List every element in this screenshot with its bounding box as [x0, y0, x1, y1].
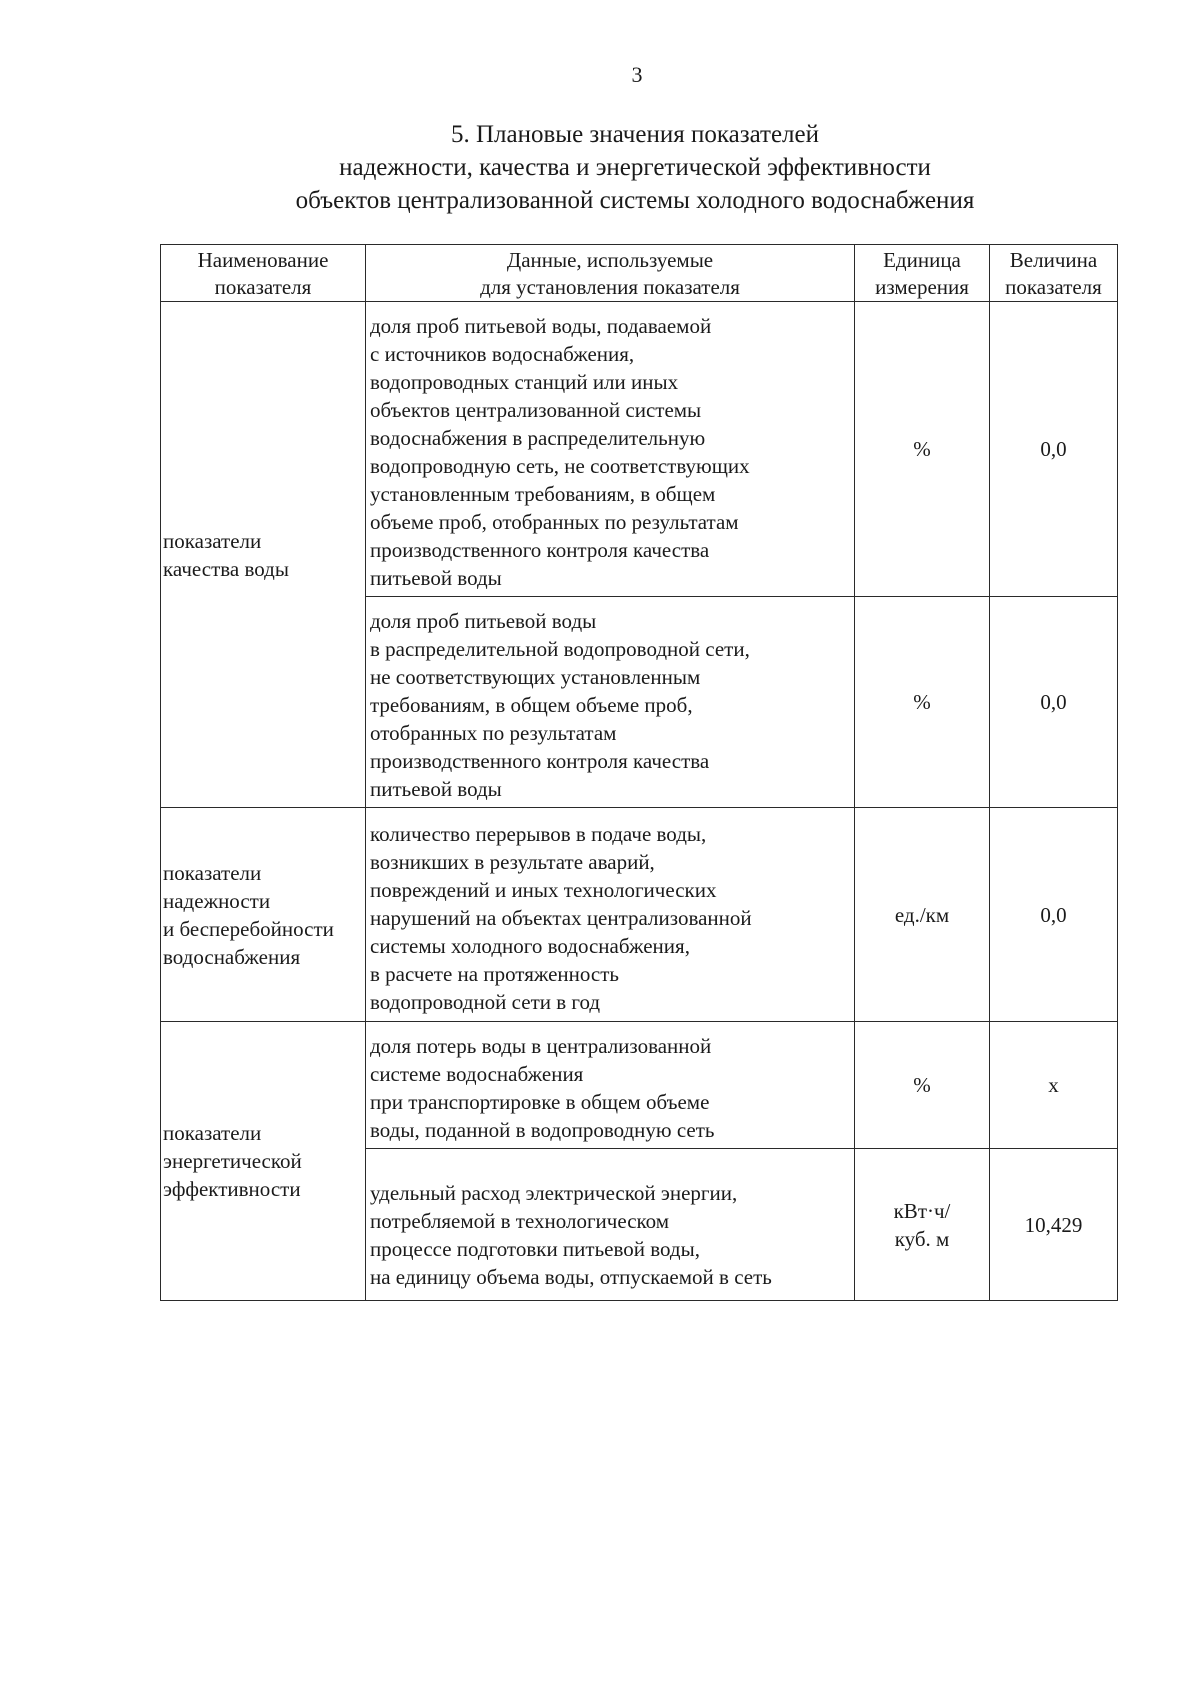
group-name-line: качества воды	[163, 556, 289, 581]
header-text: Данные, используемые	[506, 248, 714, 272]
data-line: процессе подготовки питьевой воды,	[370, 1236, 700, 1261]
table-header-row	[161, 245, 1118, 302]
row-unit	[855, 597, 990, 808]
data-line: в распределительной водопроводной сети,	[370, 637, 750, 661]
title-line-1: 5. Плановые значения показателей	[450, 121, 820, 148]
data-line: количество перерывов в подаче воды,	[370, 821, 707, 846]
group-name-line: показатели	[163, 528, 262, 553]
header-text: измерения	[875, 275, 969, 299]
header-data-used	[366, 245, 855, 302]
page-number: 3	[631, 62, 643, 87]
unit-text: кВт·ч/	[893, 1198, 951, 1223]
data-line: на единицу объема воды, отпускаемой в сеть	[370, 1264, 772, 1289]
data-line: водопроводной сети в год	[370, 989, 601, 1014]
row-data-description	[366, 808, 855, 1022]
data-line: установленным требованиям, в общем	[370, 482, 716, 506]
group-name-reliability	[161, 808, 366, 1022]
data-line: возникших в результате аварий,	[370, 849, 655, 874]
header-text: показателя	[214, 275, 312, 299]
data-line: питьевой воды	[370, 777, 502, 801]
data-line: нарушений на объектах централизованной	[370, 905, 752, 930]
indicators-table	[160, 244, 1118, 1301]
table-row	[161, 302, 1118, 597]
data-line: в расчете на протяженность	[370, 961, 619, 986]
row-unit	[855, 1022, 990, 1149]
row-data-description	[366, 1149, 855, 1301]
table-row	[161, 1022, 1118, 1149]
header-unit	[855, 245, 990, 302]
unit-text: %	[913, 1073, 931, 1097]
row-value: х	[990, 1022, 1118, 1149]
header-value	[990, 245, 1118, 302]
group-name-line: показатели	[163, 860, 262, 885]
unit-text: %	[913, 690, 931, 714]
row-value: 10,429	[990, 1149, 1118, 1301]
group-name-water-quality	[161, 302, 366, 808]
header-text: показателя	[1005, 275, 1102, 299]
data-line: с источников водоснабжения,	[370, 342, 635, 366]
data-line: доля проб питьевой воды, подаваемой	[370, 314, 712, 338]
title-line-2: надежности, качества и энергетической эффективности	[339, 154, 931, 181]
title-line-3: объектов централизованной системы холодного водоснабжения	[295, 187, 975, 214]
header-text: Величина	[1009, 248, 1098, 272]
data-line: потребляемой в технологическом	[370, 1208, 670, 1233]
group-name-line: надежности	[163, 888, 271, 913]
data-line: питьевой воды	[370, 566, 502, 590]
row-value: 0,0	[990, 597, 1118, 808]
group-name-energy-efficiency	[161, 1022, 366, 1301]
group-name-line: эффективности	[163, 1177, 301, 1201]
group-name-line: показатели	[163, 1121, 262, 1145]
data-line: водоснабжения в распределительную	[370, 426, 706, 450]
data-line: удельный расход электрической энергии,	[370, 1180, 738, 1205]
row-data-description	[366, 597, 855, 808]
group-name-line: энергетической	[163, 1149, 302, 1173]
group-name-line: водоснабжения	[163, 944, 301, 969]
data-line: не соответствующих установленным	[370, 665, 701, 689]
header-text: Наименование	[197, 248, 329, 272]
header-text: Единица	[883, 248, 961, 272]
row-value: 0,0	[990, 302, 1118, 597]
data-line: доля проб питьевой воды	[370, 609, 597, 633]
data-line: отобранных по результатам	[370, 721, 617, 745]
data-line: системы холодного водоснабжения,	[370, 933, 690, 958]
page-title	[160, 118, 1110, 217]
data-line: системе водоснабжения	[370, 1062, 584, 1086]
row-value: 0,0	[990, 808, 1118, 1022]
data-line: водопроводных станций или иных	[370, 370, 679, 394]
table-row	[161, 808, 1118, 1022]
data-line: водопроводную сеть, не соответствующих	[370, 454, 750, 478]
group-name-line: и бесперебойности	[163, 916, 334, 941]
row-data-description	[366, 1022, 855, 1149]
data-line: доля потерь воды в централизованной	[370, 1034, 712, 1058]
unit-text: %	[913, 437, 931, 461]
row-unit	[855, 808, 990, 1022]
data-line: производственного контроля качества	[370, 749, 710, 773]
header-indicator-name	[161, 245, 366, 302]
data-line: объеме проб, отобранных по результатам	[370, 510, 739, 534]
data-line: объектов централизованной системы	[370, 398, 702, 422]
row-unit	[855, 302, 990, 597]
row-data-description	[366, 302, 855, 597]
data-line: производственного контроля качества	[370, 538, 710, 562]
data-line: повреждений и иных технологических	[370, 877, 717, 902]
row-unit	[855, 1149, 990, 1301]
data-line: воды, поданной в водопроводную сеть	[370, 1118, 715, 1142]
data-line: требованиям, в общем объеме проб,	[370, 693, 693, 717]
header-text: для установления показателя	[480, 275, 740, 299]
unit-text: ед./км	[894, 902, 950, 927]
data-line: при транспортировке в общем объеме	[370, 1090, 710, 1114]
unit-text: куб. м	[894, 1226, 950, 1251]
